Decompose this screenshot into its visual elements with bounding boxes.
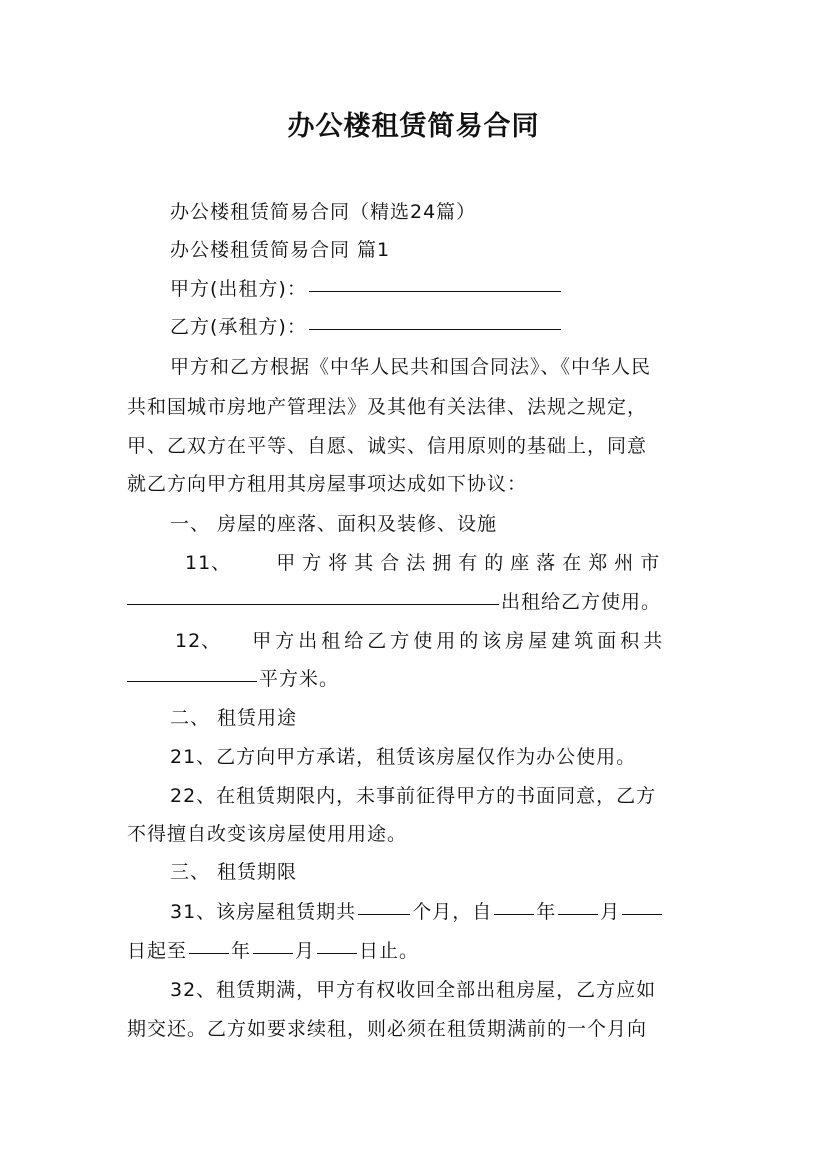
clause-12-line bbox=[175, 622, 705, 660]
clause-text: 期交还。乙方如要求续租，则必须在租赁期满前的一个月向 bbox=[127, 1018, 648, 1040]
clause-text: 月 bbox=[600, 901, 621, 923]
clause-text: 个月，自 bbox=[412, 901, 493, 923]
clause-text: 年 bbox=[536, 901, 557, 923]
term-line-cont bbox=[127, 932, 707, 970]
end-year-blank[interactable] bbox=[189, 952, 229, 954]
clause-12-cont bbox=[127, 660, 707, 698]
party-a-blank[interactable] bbox=[309, 290, 561, 292]
paragraph-line: 共和国城市房地产管理法》及其他有关法律、法规之规定， bbox=[127, 396, 648, 418]
clause-11-line bbox=[185, 544, 705, 582]
party-b-blank[interactable] bbox=[309, 328, 561, 330]
party-b-label: 乙方(承租方)： bbox=[170, 316, 307, 338]
section-heading: 办公楼租赁简易合同 篇1 bbox=[170, 239, 391, 261]
clause-text: 22、在租赁期限内，未事前征得甲方的书面同意，乙方 bbox=[170, 785, 657, 807]
clause-text: 月 bbox=[295, 940, 316, 962]
end-day-blank[interactable] bbox=[317, 952, 357, 954]
months-blank[interactable] bbox=[358, 913, 410, 915]
start-day-blank[interactable] bbox=[622, 913, 662, 915]
paragraph-line: 甲方和乙方根据《中华人民共和国合同法》、《中华人民 bbox=[170, 356, 652, 378]
document-title: 办公楼租赁简易合同 bbox=[287, 111, 540, 142]
clause-heading: 一、 房屋的座落、面积及装修、设施 bbox=[170, 513, 498, 535]
clause-text: 日起至 bbox=[127, 940, 188, 962]
clause-heading: 二、 租赁用途 bbox=[170, 707, 298, 729]
subtitle-line: 办公楼租赁简易合同（精选24篇） bbox=[170, 201, 477, 223]
clause-text: 不得擅自改变该房屋使用用途。 bbox=[127, 823, 408, 845]
party-a-line bbox=[170, 270, 710, 308]
clause-text: 平方米。 bbox=[259, 668, 340, 690]
start-year-blank[interactable] bbox=[494, 913, 534, 915]
clause-text: 甲方将其合法拥有的座落在郑州市 bbox=[276, 552, 667, 574]
party-a-label: 甲方(出租方)： bbox=[170, 278, 307, 300]
clause-text: 甲方出租给乙方使用的该房屋建筑面积共 bbox=[252, 630, 667, 652]
paragraph-line: 就乙方向甲方租用其房屋事项达成如下协议： bbox=[127, 473, 528, 495]
party-b-line bbox=[170, 308, 710, 346]
clause-number: 11、 bbox=[185, 552, 232, 574]
location-blank[interactable] bbox=[127, 603, 499, 605]
start-month-blank[interactable] bbox=[558, 913, 598, 915]
clause-text: 出租给乙方使用。 bbox=[501, 591, 662, 613]
end-month-blank[interactable] bbox=[253, 952, 293, 954]
clause-text: 21、乙方向甲方承诺，租赁该房屋仅作为办公使用。 bbox=[170, 746, 637, 768]
clause-text: 日止。 bbox=[359, 940, 420, 962]
clause-text: 32、租赁期满，甲方有权收回全部出租房屋，乙方应如 bbox=[170, 979, 657, 1001]
clause-11-cont bbox=[127, 583, 707, 621]
clause-heading: 三、 租赁期限 bbox=[170, 861, 298, 883]
clause-text: 31、该房屋租赁期共 bbox=[170, 901, 357, 923]
paragraph-line: 甲、乙双方在平等、自愿、诚实、信用原则的基础上，同意 bbox=[127, 435, 648, 457]
clause-text: 年 bbox=[231, 940, 252, 962]
term-line bbox=[170, 893, 710, 931]
area-blank[interactable] bbox=[127, 680, 257, 682]
clause-number: 12、 bbox=[175, 630, 222, 652]
